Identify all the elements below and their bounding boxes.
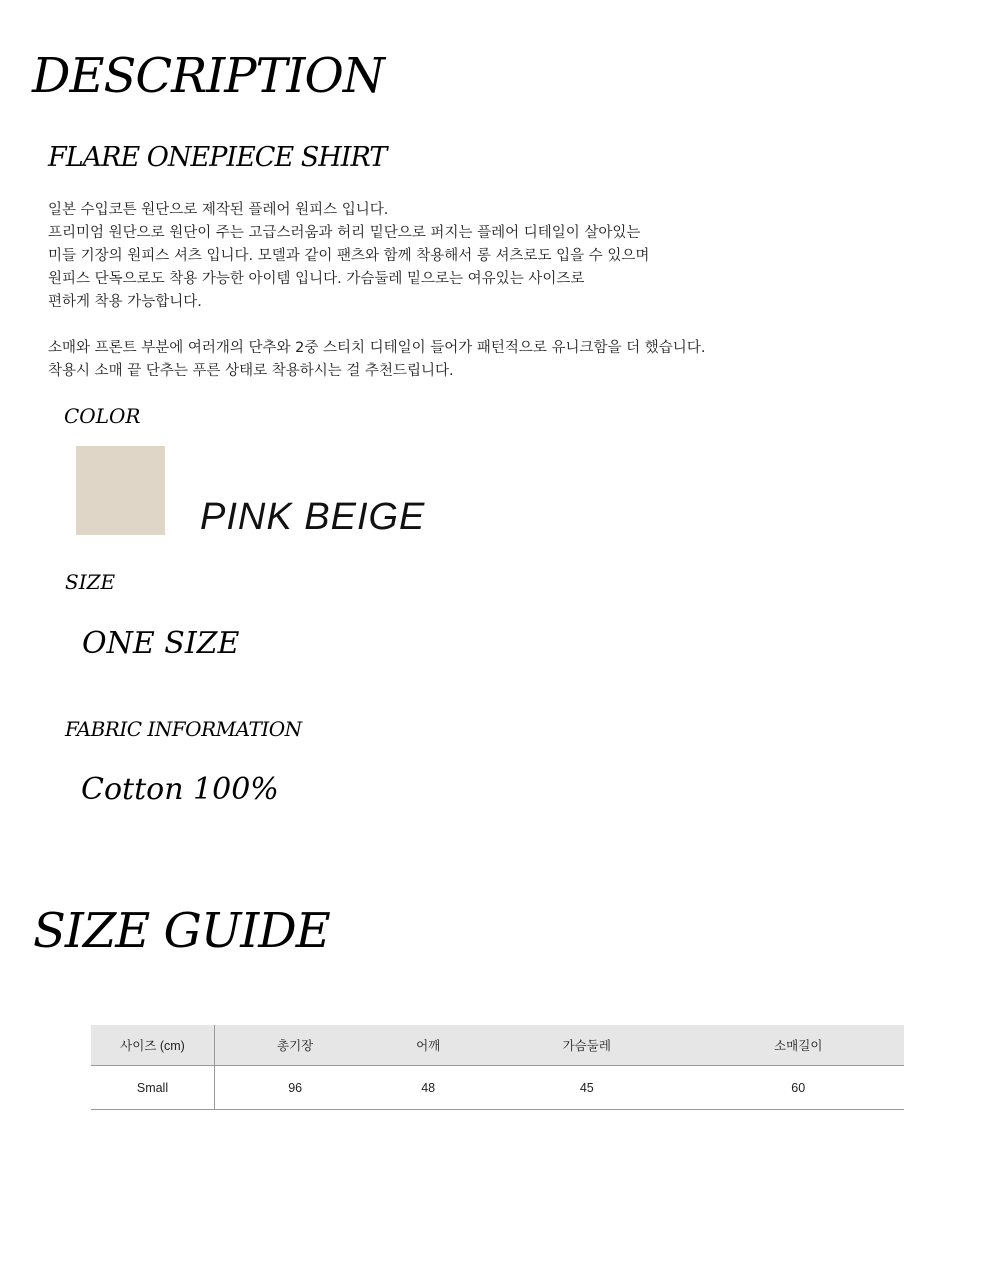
table-cell: 96 — [215, 1066, 376, 1110]
size-guide-table — [91, 1025, 904, 1110]
color-label: COLOR — [64, 404, 141, 428]
description-line: 원피스 단독으로도 착용 가능한 아이템 입니다. 가슴둘레 밑으로는 여유있는 사이즈로 — [48, 271, 585, 287]
size-label: SIZE — [65, 570, 116, 594]
paragraph-gap — [48, 314, 705, 337]
description-line: 프리미엄 원단으로 원단이 주는 고급스러움과 허리 밑단으로 퍼지는 플레어 디테일이 살아있는 — [48, 225, 641, 241]
column-header-sleeve: 소매길이 — [693, 1025, 905, 1066]
column-header-chest: 가슴둘레 — [481, 1025, 692, 1066]
product-name: FLARE ONEPIECE SHIRT — [48, 142, 387, 173]
description-line: 착용시 소매 끝 단추는 푸른 상태로 착용하시는 걸 추천드립니다. — [48, 363, 454, 379]
size-value: ONE SIZE — [82, 626, 240, 661]
fabric-label: FABRIC INFORMATION — [65, 717, 302, 741]
description-heading: DESCRIPTION — [32, 48, 384, 104]
table-cell: Small — [91, 1066, 215, 1110]
table-row — [91, 1066, 904, 1110]
description-line: 소매와 프론트 부분에 여러개의 단추와 2중 스티치 디테일이 들어가 패턴적으로 유니크함을 더 했습니다. — [48, 340, 706, 356]
description-line: 미들 기장의 원피스 셔츠 입니다. 모델과 같이 팬츠와 함께 착용해서 롱 셔츠로도 입을 수 있으며 — [48, 248, 650, 264]
description-line: 일본 수입코튼 원단으로 제작된 플레어 원피스 입니다. — [48, 202, 389, 218]
table-cell: 48 — [375, 1066, 481, 1110]
column-header-length: 총기장 — [215, 1025, 376, 1066]
fabric-value: Cotton 100% — [81, 772, 279, 807]
size-guide-heading: SIZE GUIDE — [33, 903, 330, 959]
table-cell: 60 — [693, 1066, 905, 1110]
table-cell: 45 — [481, 1066, 692, 1110]
color-swatch — [76, 446, 165, 535]
column-header-shoulder: 어깨 — [375, 1025, 481, 1066]
table-header-row — [91, 1025, 904, 1066]
color-name: PINK BEIGE — [200, 496, 426, 538]
column-header-size: 사이즈 (cm) — [91, 1025, 215, 1066]
description-line: 편하게 착용 가능합니다. — [48, 294, 202, 310]
description-text — [48, 199, 705, 383]
